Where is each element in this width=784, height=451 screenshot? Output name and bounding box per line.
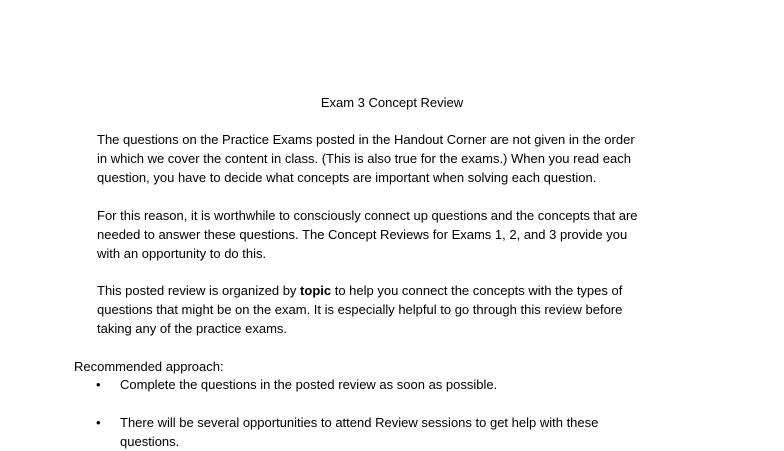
paragraph-line (97, 281, 697, 300)
paragraph-line: needed to answer these questions. The Concept Reviews for Exams 1, 2, and 3 provide you (97, 227, 628, 242)
list-item (96, 375, 696, 394)
approach-bullet-list (96, 375, 696, 451)
bold-topic: topic (300, 283, 332, 298)
paragraph-line: questions that might be on the exam. It is especially helpful to go through this review before (97, 302, 623, 317)
paragraph-line: in which we cover the content in class. (This is also true for the exams.) When you read each (97, 151, 631, 166)
paragraph-line: The questions on the Practice Exams posted in the Handout Corner are not given in the order (97, 132, 635, 147)
paragraph-practice-exams (97, 130, 697, 187)
paragraph-line: question, you have to decide what concepts are important when solving each question. (97, 170, 597, 185)
document-title: Exam 3 Concept Review (320, 95, 464, 110)
recommended-approach-label: Recommended approach: (74, 359, 224, 374)
bullet-icon: • (96, 415, 101, 430)
list-item-text: There will be several opportunities to attend Review sessions to get help with these (120, 415, 599, 430)
paragraph-line: with an opportunity to do this. (97, 246, 267, 261)
list-item-text: questions. (120, 434, 180, 449)
list-item-text: Complete the questions in the posted review as soon as possible. (120, 377, 498, 392)
paragraph-line: taking any of the practice exams. (97, 321, 288, 336)
text-run: to help you connect the concepts with the types of (331, 283, 623, 298)
paragraph-organized-by-topic (97, 281, 697, 338)
text-run: This posted review is organized by (97, 283, 301, 298)
paragraph-concept-reviews (97, 206, 697, 263)
paragraph-line: For this reason, it is worthwhile to consciously connect up questions and the concepts that are (97, 208, 638, 223)
bullet-icon: • (96, 377, 101, 392)
list-item (96, 413, 696, 451)
